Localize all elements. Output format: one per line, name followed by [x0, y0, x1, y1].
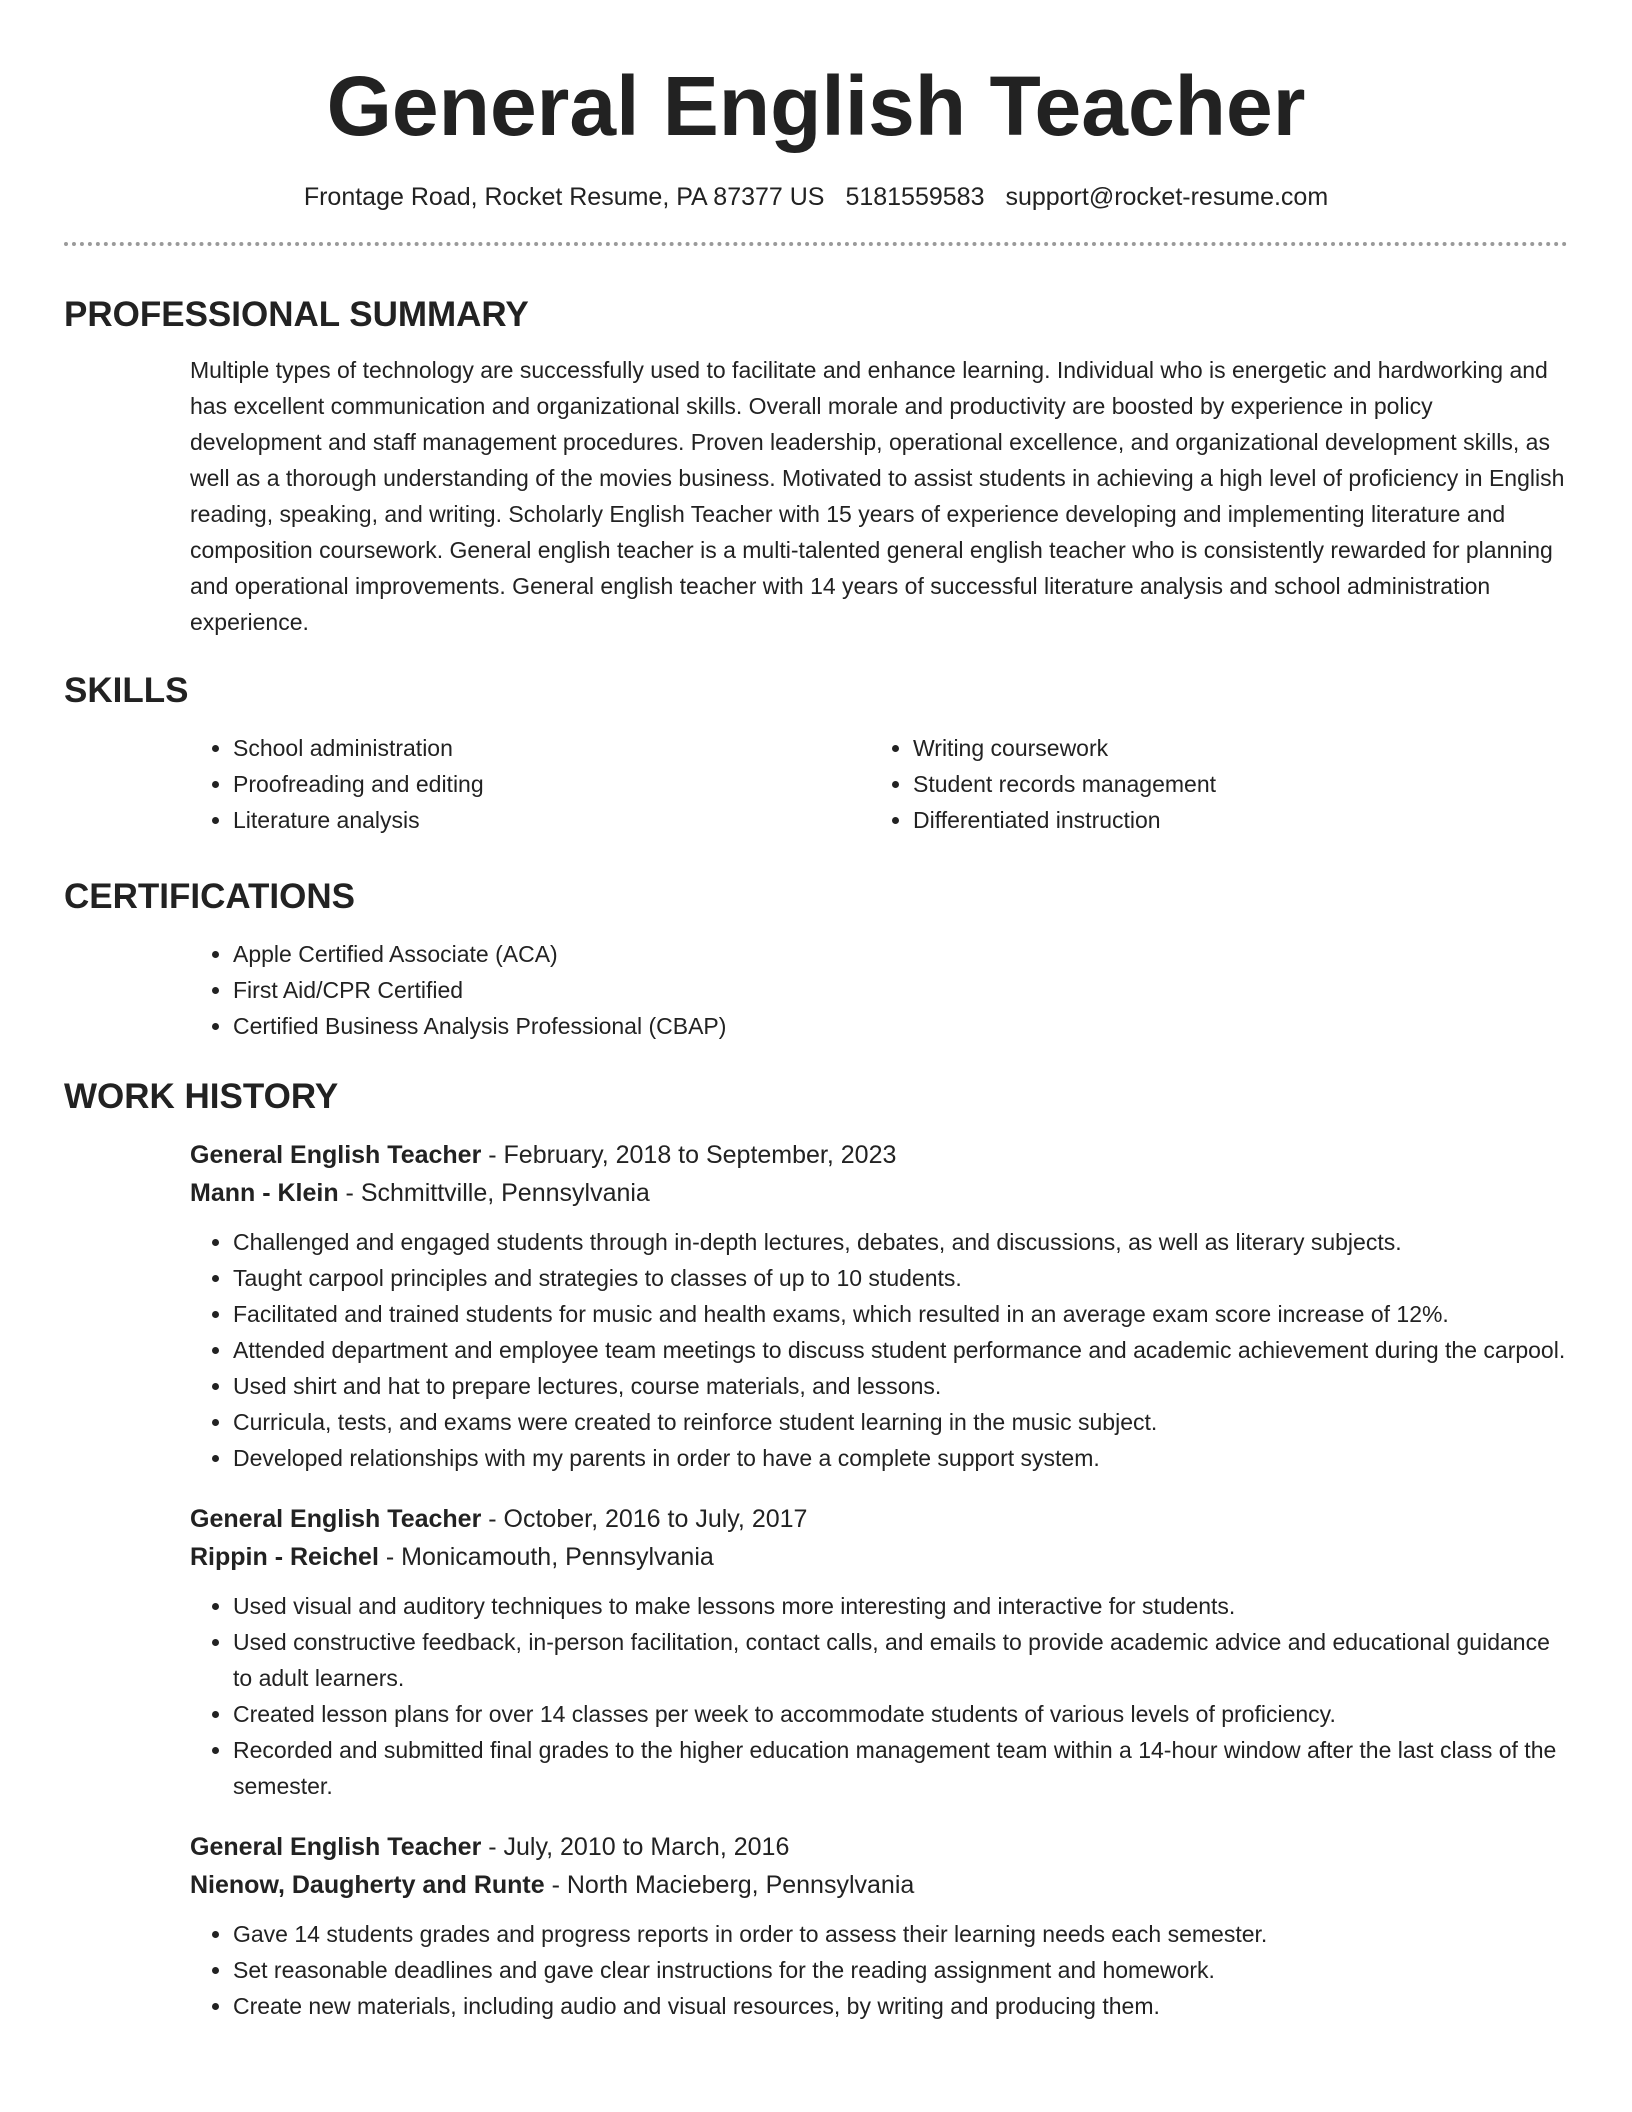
skills-column-left: [190, 730, 870, 838]
job-entry: [190, 1828, 1568, 2024]
skills-list-right: [870, 730, 1550, 838]
job-bullet: • Curricula, tests, and exams were created to reinforce student learning in the music subject.: [233, 1404, 1568, 1440]
job-bullet: • Recorded and submitted final grades to the higher education management team within a 14-hour window after the last class of the semester.: [233, 1732, 1568, 1804]
job-role: General English Teacher: [190, 1833, 482, 1861]
job-bullet: • Used shirt and hat to prepare lectures, course materials, and lessons.: [233, 1368, 1568, 1404]
job-bullet: • Facilitated and trained students for music and health exams, which resulted in an average exam score increase of 12%.: [233, 1296, 1568, 1332]
certifications-list: [190, 936, 1568, 1044]
contact-info: [64, 182, 1568, 212]
skill-item: • Proofreading and editing: [233, 766, 870, 802]
job-bullet: • Attended department and employee team meetings to discuss student performance and academic achievement during the carpool.: [233, 1332, 1568, 1368]
summary-text: Multiple types of technology are successfully used to facilitate and enhance learning. Individual who is energetic and hardworking and has excellent communication and organizational skills. Overall morale and productivity are boosted by experience in policy development and staff management procedures. Proven leadership, operational excellence, and organizational development skills, as well as a thorough understanding of the movies business. Motivated to assist students in achieving a high level of proficiency in English reading, speaking, and writing. Scholarly English Teacher with 15 years of experience developing and implementing literature and composition coursework. General english teacher is a multi-talented general english teacher who is consistently rewarded for planning and operational improvements. General english teacher with 14 years of successful literature analysis and school administration experience.: [190, 357, 1565, 635]
job-bullet: • Developed relationships with my parents in order to have a complete support system.: [233, 1440, 1568, 1476]
job-company-line: [190, 1866, 1568, 1904]
job-title-line: [190, 1136, 1568, 1174]
skill-item: • Differentiated instruction: [913, 802, 1550, 838]
skill-item: • Literature analysis: [233, 802, 870, 838]
job-bullet: • Create new materials, including audio and visual resources, by writing and producing them.: [233, 1988, 1568, 2024]
skill-item: • Student records management: [913, 766, 1550, 802]
job-bullet: • Used constructive feedback, in-person facilitation, contact calls, and emails to provide academic advice and educational guidance to adult learners.: [233, 1624, 1568, 1696]
certification-item: • Certified Business Analysis Professional (CBAP): [233, 1008, 1568, 1044]
skills-heading: SKILLS: [64, 671, 189, 710]
job-bullet: • Taught carpool principles and strategies to classes of up to 10 students.: [233, 1260, 1568, 1296]
contact-address: Frontage Road, Rocket Resume, PA 87377 US: [303, 183, 825, 211]
summary-section: [64, 352, 1568, 640]
skills-column-right: [870, 730, 1550, 838]
header-divider: [64, 242, 1568, 246]
work-history-heading: WORK HISTORY: [64, 1077, 339, 1116]
skill-item: • Writing coursework: [913, 730, 1550, 766]
job-company: Nienow, Daugherty and Runte: [190, 1871, 545, 1899]
job-company-line: [190, 1174, 1568, 1212]
skills-section: [64, 730, 1568, 838]
skills-grid: [190, 730, 1568, 838]
candidate-name: General English Teacher: [326, 59, 1306, 153]
job-bullet: • Set reasonable deadlines and gave clear instructions for the reading assignment and homework.: [233, 1952, 1568, 1988]
job-bullets: [190, 1588, 1568, 1804]
certifications-section: [64, 936, 1568, 1044]
contact-email: support@rocket-resume.com: [1005, 183, 1329, 211]
job-bullet: • Used visual and auditory techniques to make lessons more interesting and interactive for students.: [233, 1588, 1568, 1624]
job-company: Rippin - Reichel: [190, 1543, 379, 1571]
resume-page: [64, 0, 1568, 2024]
job-company: Mann - Klein: [190, 1179, 339, 1207]
job-bullets: [190, 1916, 1568, 2024]
work-history-section: [64, 1136, 1568, 2024]
job-location: - North Macieberg, Pennsylvania: [544, 1871, 915, 1899]
job-bullet: • Challenged and engaged students through in-depth lectures, debates, and discussions, as well as literary subjects.: [233, 1224, 1568, 1260]
skills-list-left: [190, 730, 870, 838]
summary-heading: PROFESSIONAL SUMMARY: [64, 295, 529, 334]
job-location: - Schmittville, Pennsylvania: [338, 1179, 650, 1207]
contact-phone: 5181559583: [845, 183, 985, 211]
job-bullet: • Gave 14 students grades and progress reports in order to assess their learning needs each semester.: [233, 1916, 1568, 1952]
job-role: General English Teacher: [190, 1505, 482, 1533]
job-entry: [190, 1500, 1568, 1804]
job-dates: - October, 2016 to July, 2017: [481, 1505, 808, 1533]
certification-item: • Apple Certified Associate (ACA): [233, 936, 1568, 972]
job-dates: - July, 2010 to March, 2016: [481, 1833, 790, 1861]
job-bullets: [190, 1224, 1568, 1476]
certifications-heading: CERTIFICATIONS: [64, 877, 356, 916]
job-bullet: • Created lesson plans for over 14 classes per week to accommodate students of various levels of proficiency.: [233, 1696, 1568, 1732]
job-entry: [190, 1136, 1568, 1476]
job-role: General English Teacher: [190, 1141, 482, 1169]
job-company-line: [190, 1538, 1568, 1576]
certification-item: • First Aid/CPR Certified: [233, 972, 1568, 1008]
job-dates: - February, 2018 to September, 2023: [481, 1141, 897, 1169]
job-location: - Monicamouth, Pennsylvania: [378, 1543, 714, 1571]
job-title-line: [190, 1500, 1568, 1538]
skill-item: • School administration: [233, 730, 870, 766]
job-title-line: [190, 1828, 1568, 1866]
